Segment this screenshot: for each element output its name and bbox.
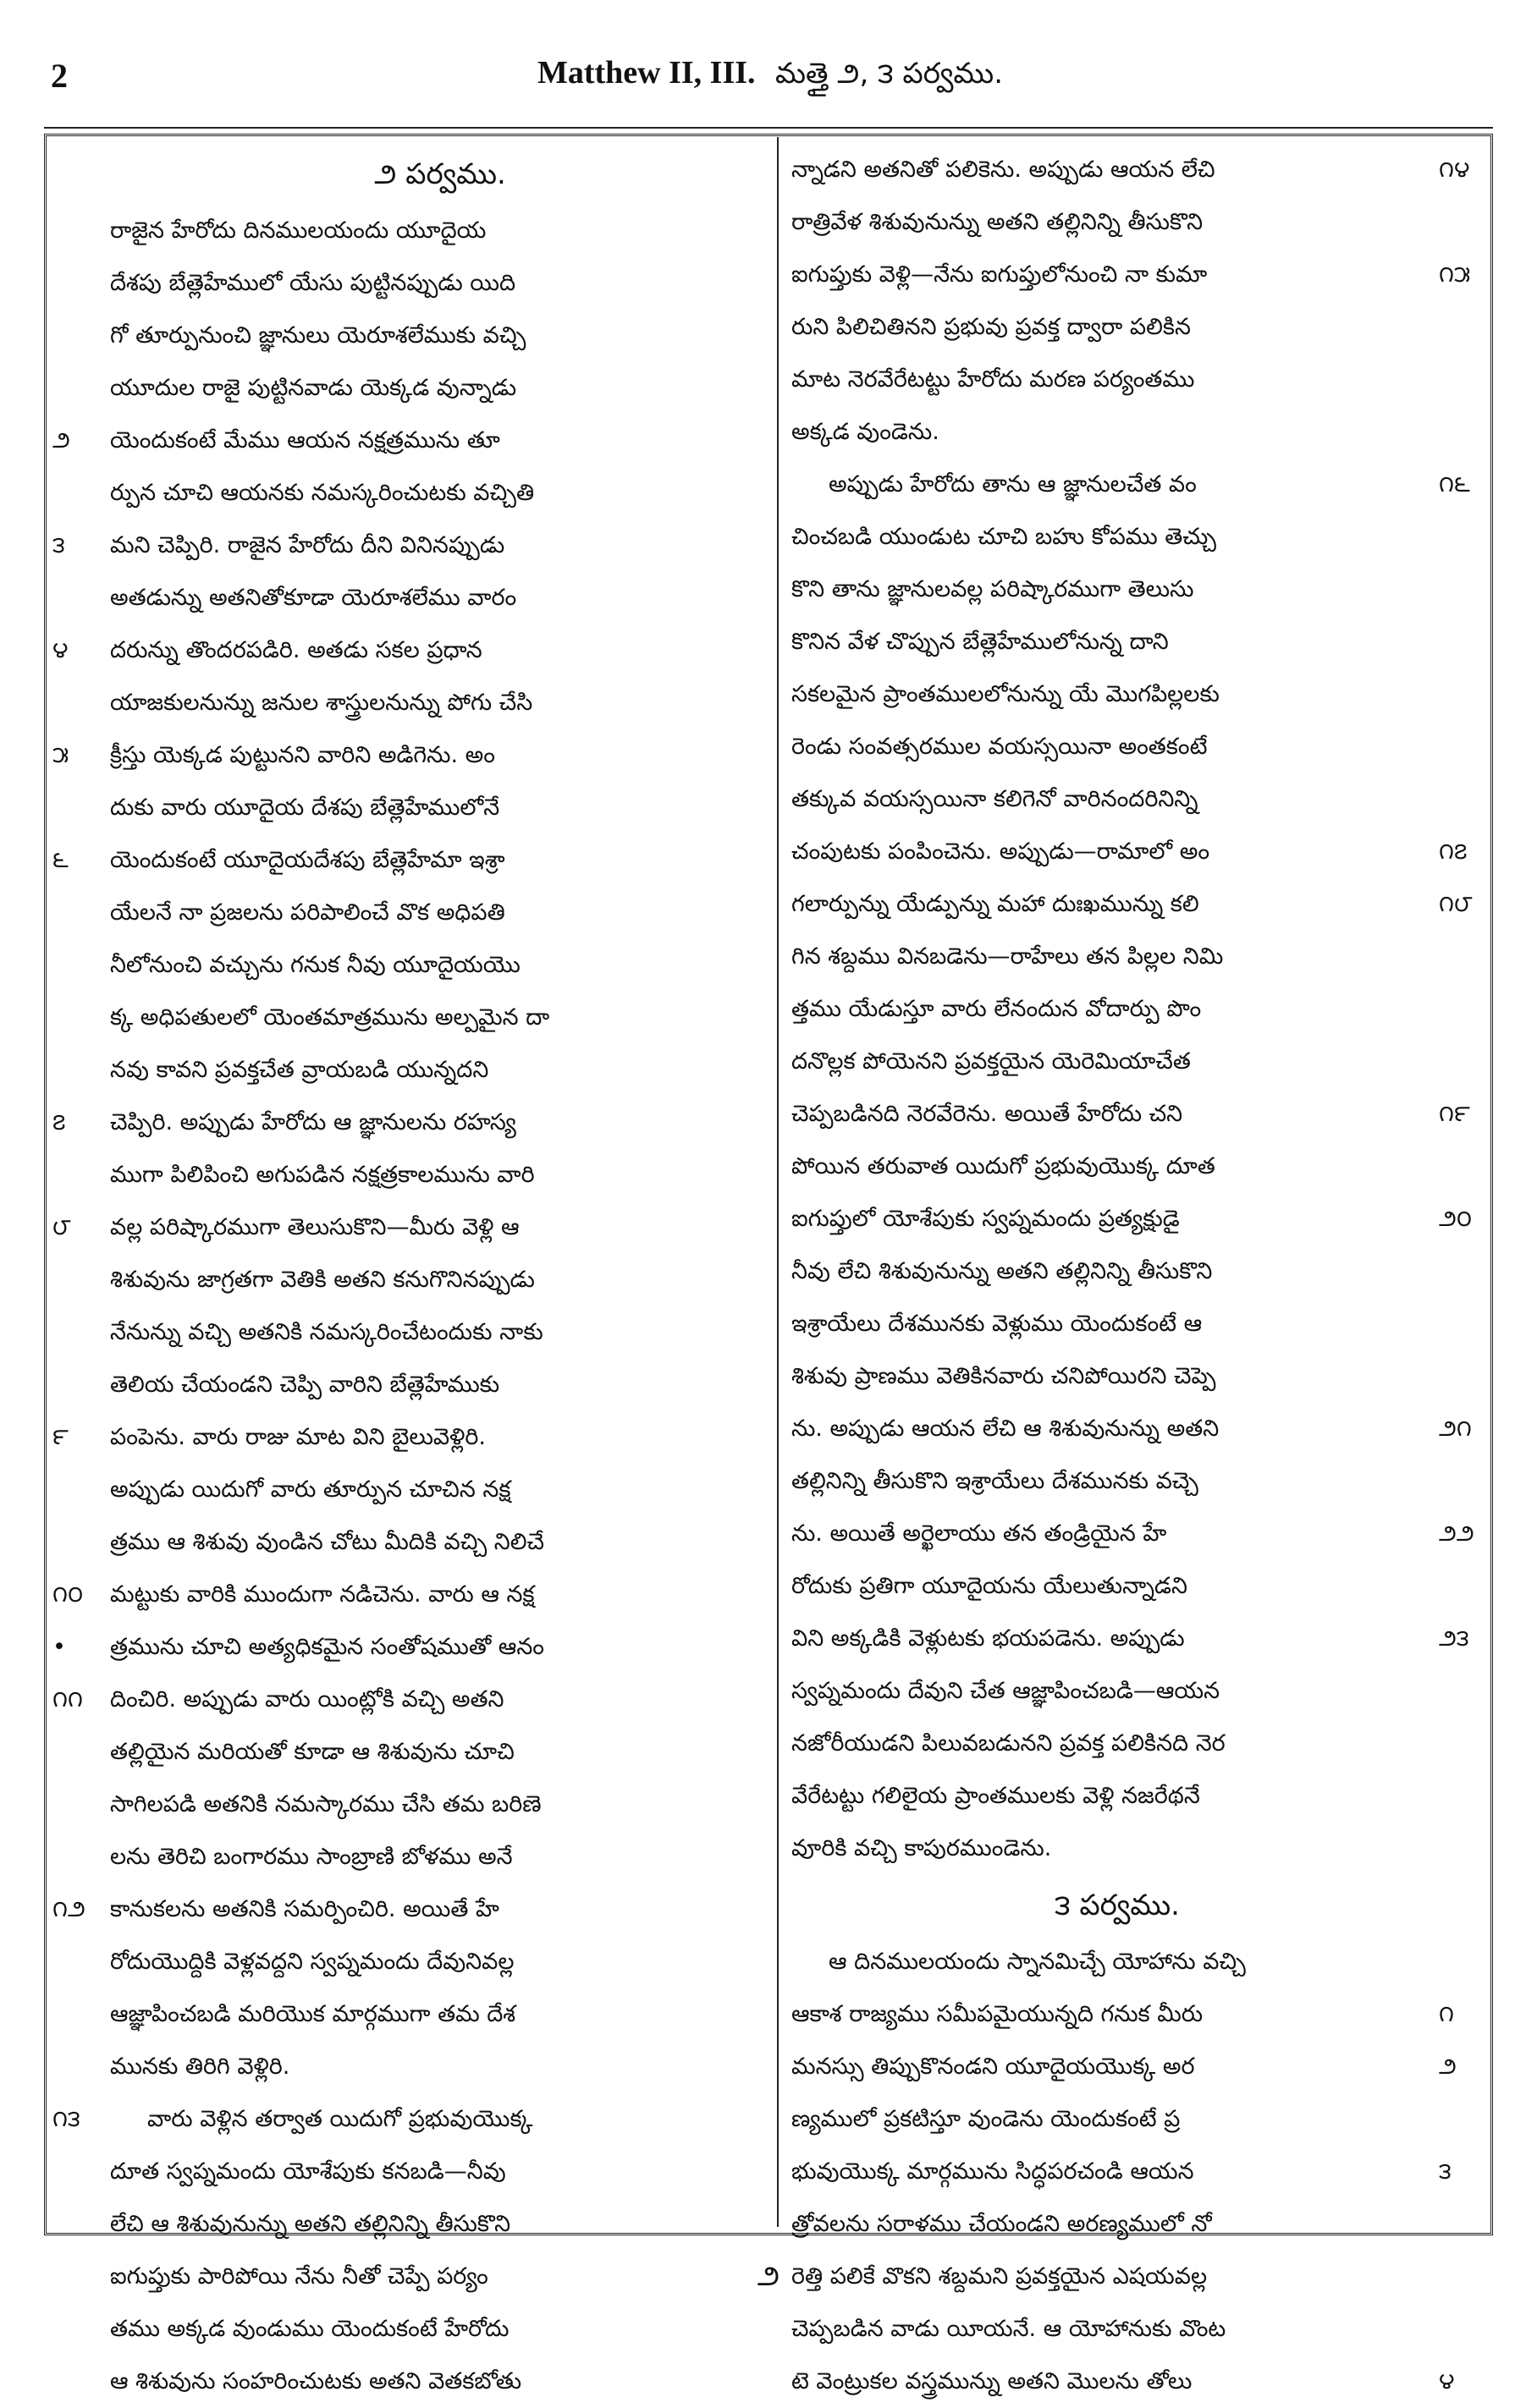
text-line: విని అక్కడికి వెళ్లుటకు భయపడెను. అప్పుడు [791,1625,1185,1652]
verse-number: ౧౨ [52,1896,85,1922]
text-line: తల్లినిన్ని తీసుకొని ఇశ్రాయేలు దేశమునకు వచ్చె [791,1468,1198,1494]
text-line: పంపెను. వారు రాజు మాట విని బైలువెళ్లిరి. [110,1424,486,1450]
verse-number: ౧౪ [1439,157,1470,183]
text-line: ఐగుప్తులో యోశేపుకు స్వప్నమందు ప్రత్యక్షుడై [791,1206,1180,1232]
text-line: గలార్పున్ను యేడ్పున్ను మహా దుఃఖమున్ను కలి [791,891,1199,917]
text-line: కొని తాను జ్ఞానులవల్ల పరిష్కారముగా తెలుసు [791,576,1194,602]
text-line: రుని పిలిచితినని ప్రభువు ప్రవక్త ద్వారా పలికిన [791,314,1191,340]
text-line: ను. అప్పుడు ఆయన లేచి ఆ శిశువునున్ను అతని [791,1416,1220,1442]
text-line: భువుయొక్క మార్గమును సిద్ధపరచండి ఆయన [791,2158,1194,2185]
text-line: నవు కావని ప్రవక్తచేత వ్రాయబడి యున్నదని [110,1057,489,1083]
text-line: యేలనే నా ప్రజలను పరిపాలించే వొక అధిపతి [110,899,505,926]
text-line: న్నాడని అతనితో పలికెను. అప్పుడు ఆయన లేచి [791,157,1215,183]
running-head-telugu: మత్తై ౨, ౩ పర్వము. [775,57,1003,91]
running-head-latin: Matthew II, III. [537,55,756,91]
text-line: త్తము యేడుస్తూ వారు లేనందున వోదార్పు పొం [791,996,1202,1022]
text-line: చంపుటకు పంపించెను. అప్పుడు—రామాలో అం [791,838,1210,865]
chapter-heading-3: ౩ పర్వము. [1055,1888,1180,1922]
page-header [51,49,1490,108]
text-line: గో తూర్పునుంచి జ్ఞానులు యెరూశలేముకు వచ్చి [110,322,526,349]
text-line: యెందుకంటే యూదైయదేశపు బేత్లెహేమా ఇశ్రా [110,847,505,873]
text-line: అక్కడ వుండెను. [791,419,939,445]
text-line: ఆజ్ఞాపించబడి మరియొక మార్గముగా తమ దేశ [110,2001,516,2027]
text-line: దేశపు బేత్లెహేములో యేసు పుట్టినప్పుడు యిది [110,270,516,296]
text-line: అప్పుడు యిదుగో వారు తూర్పున చూచిన నక్ష [110,1476,511,1503]
page-number: 2 [51,57,68,95]
text-line: దించిరి. అప్పుడు వారు యింట్లోకి వచ్చి అతని [110,1686,504,1713]
text-line: రాత్రివేళ శిశువునున్ను అతని తల్లినిన్ని తీసుకొని [791,209,1204,235]
text-line: క్రీస్తు యెక్కడ పుట్టునని వారిని అడిగెను. అం [110,742,495,768]
verse-number: ౧౮ [1439,891,1473,917]
verse-number: ౧౩ [52,2106,80,2132]
verse-number: ౮ [52,1214,71,1240]
text-line: మట్టుకు వారికి ముందుగా నడిచెను. వారు ఆ నక్ష [110,1581,535,1608]
column-divider [777,137,779,2227]
text-line: శిశువు ప్రాణము వెతికినవారు చనిపోయిరని చెప్పె [791,1363,1216,1389]
verse-number: • [52,1634,66,1660]
left-column [110,144,770,2394]
verse-number: ౨౧ [1439,1416,1472,1442]
text-line: నీలోనుంచి వచ్చును గనుక నీవు యూదైయయొ [110,952,521,978]
text-line: శిశువును జాగ్రతగా వెతికి అతని కనుగొనినప్పుడు [110,1267,535,1293]
verse-number: ౨ [52,427,70,454]
text-line: రాజైన హేరోదు దినములయందు యూదైయ [110,217,487,244]
right-column [791,144,1443,2394]
text-line: నీవు లేచి శిశువునున్ను అతని తల్లినిన్ని తీసుకొని [791,1258,1213,1284]
text-line: త్రము ఆ శిశువు వుండిన చోటు మీదికి వచ్చి నిలిచే [110,1529,545,1555]
text-line: ఇశ్రాయేలు దేశమునకు వెళ్లుము యెందుకంటే ఆ [791,1311,1203,1337]
text-line: రోదుకు ప్రతిగా యూదైయను యేలుతున్నాడని [791,1573,1187,1599]
text-line: క్క అధిపతులలో యెంతమాత్రమును అల్పమైన దా [110,1004,550,1031]
text-line: ర్పున చూచి ఆయనకు నమస్కరించుటకు వచ్చితి [110,480,535,506]
text-line: కొనిన వేళ చొప్పున బేత్లెహేములోనున్న దాని [791,629,1169,655]
verse-number: ౪ [52,637,69,663]
text-line: దూత స్వప్నమందు యోశేపుకు కనబడి—నీవు [110,2158,506,2185]
text-line: అతడున్ను అతనితోకూడా యెరూశలేము వారం [110,585,517,611]
text-line: సకలమైన ప్రాంతములలోనున్ను యే మొగపిల్లలకు [791,681,1220,707]
paragraph-start-line: అప్పుడు హేరోదు తాను ఆ జ్ఞానులచేత వం [829,471,1197,498]
text-line: చించబడి యుండుట చూచి బహు కోపము తెచ్చు [791,524,1216,550]
text-line: రోదుయొద్దికి వెళ్లవద్దని స్వప్నమందు దేవునివల్ల [110,1949,515,1975]
verse-number: ౧౯ [1439,1101,1470,1127]
verse-number: ౫ [52,742,69,768]
verse-number: ౩ [52,532,65,558]
verse-number: ౧౬ [1439,471,1470,498]
running-head [51,54,1490,97]
text-line: చెప్పబడిన వాడు యీయనే. ఆ యోహానుకు వొంట [791,2316,1226,2342]
text-line: త్రోవలను సరాళము చేయండని అరణ్యములో నో [791,2211,1212,2237]
text-line: తెలియ చేయండని చెప్పి వారిని బేత్లెహేముకు [110,1372,500,1398]
verse-number: ౭ [52,1109,66,1135]
text-line: రెత్తి పలికే వొకని శబ్దమని ప్రవక్తయైన ఎషయవల్ల [791,2263,1208,2290]
signature-mark: ౨ [757,2259,780,2293]
text-line: చెప్పిరి. అప్పుడు హేరోదు ఆ జ్ఞానులను రహస్య [110,1109,516,1135]
text-line: సాగిలపడి అతనికి నమస్కారము చేసి తమ బరిణె [110,1791,542,1817]
text-line: రెండు సంవత్సరముల వయస్సయినా అంతకంటే [791,734,1208,760]
verse-number: ౨ [1439,2053,1457,2080]
text-line: నజోరీయుడని పిలువబడునని ప్రవక్త పలికినది నెర [791,1730,1226,1757]
text-line: వల్ల పరిష్కారముగా తెలుసుకొని—మీరు వెళ్లి ఆ [110,1214,520,1240]
text-line: మని చెప్పిరి. రాజైన హేరోదు దీని వినినప్పుడు [110,532,505,558]
text-line: ఐగుప్తుకు పారిపోయి నేను నీతో చెప్పే పర్యం [110,2263,488,2290]
text-line: స్వప్నమందు దేవుని చేత ఆజ్ఞాపించబడి—ఆయన [791,1678,1220,1704]
text-line: దరున్ను తొందరపడిరి. అతడు సకల ప్రధాన [110,637,482,663]
verse-number: ౧౧ [52,1686,83,1713]
text-line: యెందుకంటే మేము ఆయన నక్షత్రమును తూ [110,427,500,454]
text-line: వేరేటట్టు గలిలైయ ప్రాంతములకు వెళ్లి నజరేథనే [791,1783,1200,1809]
text-line: ణ్యములో ప్రకటిస్తూ వుండెను యెందుకంటే ప్ర [791,2106,1181,2132]
verse-number: ౪ [1439,2368,1455,2394]
text-line: గిన శబ్దము వినబడెను—రాహేలు తన పిల్లల నిమి [791,943,1224,970]
text-line: నేనున్ను వచ్చి అతనికి నమస్కరించేటందుకు నాకు [110,1319,543,1345]
text-line: ముగా పిలిపించి అగుపడిన నక్షత్రకాలమును వారి [110,1162,535,1188]
text-line: మునకు తిరిగి వెళ్లిరి. [110,2053,290,2080]
text-line: లను తెరిచి బంగారము సాంబ్రాణి బోళము అనే [110,1844,513,1870]
text-line: మనస్సు తిప్పుకొనండని యూదైయయొక్క అర [791,2053,1195,2080]
verse-number: ౨౨ [1439,1520,1474,1547]
text-line: త్రమును చూచి అత్యధికమైన సంతోషముతో ఆనం [110,1634,544,1660]
text-line: ఆ శిశువును సంహరించుటకు అతని వెతకబోతు [110,2368,522,2394]
text-line: దనొల్లక పోయెనని ప్రవక్తయైన యెరెమియాచేత [791,1048,1191,1075]
text-line: తల్లియైన మరియతో కూడా ఆ శిశువును చూచి [110,1739,515,1765]
paragraph-start-line: ఆ దినములయందు స్నానమిచ్చే యోహాను వచ్చి [829,1949,1246,1975]
verse-number: ౩ [1439,2158,1452,2185]
verse-number: ౧౦ [52,1581,84,1608]
verse-number: ౧౭ [1439,838,1468,865]
text-line: వూరికి వచ్చి కాపురముండెను. [791,1835,1052,1861]
text-line: మాట నెరవేరేటట్టు హేరోదు మరణ పర్యంతము [791,366,1195,393]
text-line: ఆకాశ రాజ్యము సమీపమైయున్నది గనుక మీరు [791,2001,1204,2027]
chapter-heading-2: ౨ పర్వము. [374,157,506,191]
verse-number: ౬ [52,847,69,873]
text-line: చెప్పబడినది నెరవేరెను. అయితే హేరోదు చని [791,1101,1183,1127]
paragraph-start-line: వారు వెళ్లిన తర్వాత యిదుగో ప్రభువుయొక్క [147,2106,533,2132]
verse-number: ౧ [1439,2001,1454,2027]
text-line: టె వెంట్రుకల వస్త్రమున్ను అతని మొలను తోలు [791,2368,1193,2394]
text-line: లేచి ఆ శిశువునున్ను అతని తల్లినిన్ని తీసుకొని [110,2211,511,2237]
verse-number: ౨౦ [1439,1206,1473,1232]
text-line: యూదుల రాజై పుట్టినవాడు యెక్కడ వున్నాడు [110,375,517,401]
text-line: యాజకులనున్ను జనుల శాస్త్రులనున్ను పోగు చేసి [110,690,533,716]
text-line: ఐగుప్తుకు వెళ్లి—నేను ఐగుప్తులోనుంచి నా కుమా [791,261,1208,288]
verse-number: ౨౩ [1439,1625,1469,1652]
text-line: దుకు వారు యూదైయ దేశపు బేత్లెహేములోనే [110,794,500,821]
text-line: తము అక్కడ వుండుము యెందుకంటే హేరోదు [110,2316,510,2342]
header-rule [44,127,1493,129]
text-line: పోయిన తరువాత యిదుగో ప్రభువుయొక్క దూత [791,1153,1215,1179]
text-line: కానుకలను అతనికి సమర్పించిరి. అయితే హే [110,1896,499,1922]
verse-number: ౯ [52,1424,69,1450]
text-line: ను. అయితే అర్ఖెలాయు తన తండ్రియైన హే [791,1520,1167,1547]
text-line: తక్కువ వయస్సయినా కలిగెనో వారినందరినిన్ని [791,786,1198,812]
verse-number: ౧౫ [1439,261,1471,288]
